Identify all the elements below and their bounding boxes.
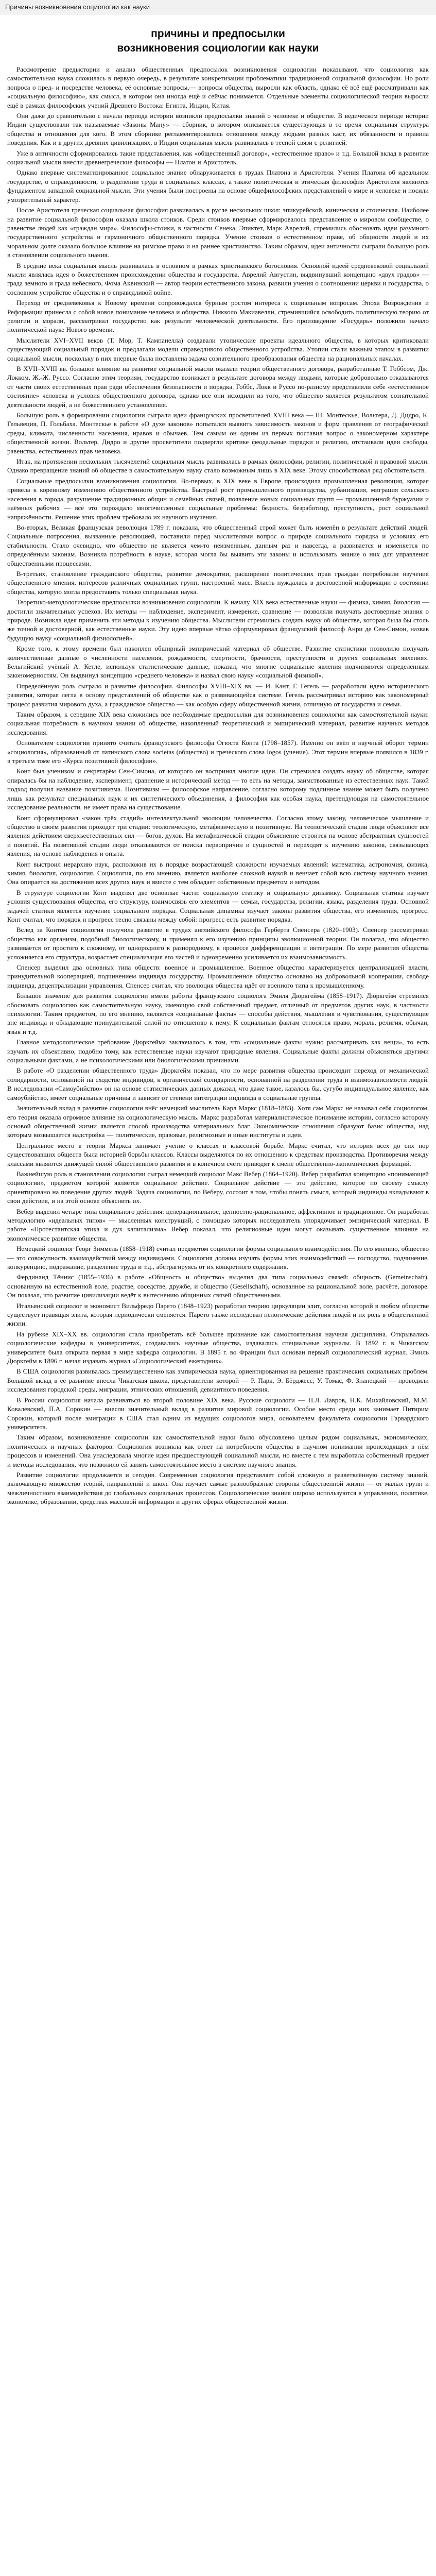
paragraph: Конт выстроил иерархию наук, расположив их в порядке возрастающей сложности изучаемых явлений: математика, астрономия, физика, химия, биология, социология. Социология, по его мнению, является наиболее сложной наукой и венчает собой всю систему научного знания. Она опирается на достижения всех других наук и вместе с тем обладает собственным предметом и методом. <box>7 860 429 886</box>
paragraph: В-третьих, становление гражданского общества, развитие демократии, расширение политических прав граждан потребовали изучения общественного мнения, интересов различных социальных групп, настроений масс. Власть нуждалась в достоверной информации о состоянии общества, которую могла предоставить только специальная наука. <box>7 569 429 596</box>
paragraph: В XVII–XVIII вв. большое влияние на развитие социальной мысли оказали теории общественного договора, разработанные Т. Гоббсом, Дж. Локком, Ж.-Ж. Руссо. Согласно этим теориям, государство возникает в результате договора между людьми, которые добровольно отказываются от части своих естественных прав ради обеспечения безопасности и порядка. Гоббс, Локк и Руссо по-разному представляли себе «естественное состояние» человека и условия общественного договора, однако все они исходили из того, что общество является результатом сознательной деятельности людей, а не божественного установления. <box>7 365 429 409</box>
paragraph: На рубеже XIX–XX вв. социология стала приобретать всё большее признание как самостоятельная научная дисциплина. Открывались социологические кафедры в университетах, создавались научные общества, издавались специальные журналы. В 1892 г. в Чикагском университете была открыта первая в мире кафедра социологии. В 1895 г. во Франции был основан первый социологический журнал. Эмиль Дюркгейм в 1896 г. начал издавать журнал «Социологический ежегодник». <box>7 1330 429 1365</box>
paragraph: Теоретико-методологические предпосылки возникновения социологии. К началу XIX века естественные науки — физика, химия, биология — достигли значительных успехов. Их методы — наблюдение, эксперимент, измерение, сравнение — позволяли получать достоверные знания о природе. Возникла идея применить эти методы к изучению общества. Мыслители стремились создать науку об обществе, которая была бы столь же точной и достоверной, как естественные науки. Эту идею впервые чётко сформулировал французский философ Анри де Сен-Симон, назвав будущую науку «социальной физиологией». <box>7 598 429 642</box>
tab-title[interactable]: Причины возникновения социологии как науки <box>5 3 150 11</box>
paragraph: Итак, на протяжении нескольких тысячелетий социальная мысль развивалась в рамках философии, религии, политической и правовой мысли. Однако превращение знаний об обществе в самостоятельную науку стало возможным лишь в XIX веке. Этому способствовал ряд обстоятельств. <box>7 457 429 474</box>
page-title <box>7 27 429 56</box>
paragraph: Рассмотрение предыстории и анализ общественных предпосылок возникновения социологии показывают, что социология как самостоятельная наука сложилась в первую очередь, в результате конкретизации проблематики традиционной социальной философии. Но роли вопроса о пред- и посредстве человека, её основные вопросы,— вопросы общества, выросли как область, однако её всё ещё рассматривали как «социальную философию», как смысл, в котором она иногда ещё и сейчас понимается. Отдельные элементы социологической теории выросли ещё в рамках философских учений Древнего Востока: Египта, Индии, Китая. <box>7 65 429 109</box>
paragraph: Немецкий социолог Георг Зиммель (1858–1918) считал предметом социологии формы социального взаимодействия. По его мнению, общество — это совокупность взаимодействий между индивидами. Социология должна изучать формы этих взаимодействий — господство, подчинение, конкуренцию, подражание, разделение труда и т.д., абстрагируясь от их конкретного содержания. <box>7 1245 429 1270</box>
article-body <box>7 65 429 1506</box>
paragraph: Развитие социологии продолжается и сегодня. Современная социология представляет собой сложную и разветвлённую систему знаний, включающую множество теорий, направлений и школ. Она изучает самые разнообразные стороны общественной жизни — от малых групп и межличностного взаимодействия до глобальных социальных процессов. Социологические знания широко используются в управлении, политике, экономике, образовании, средствах массовой информации и других сферах общественной жизни. <box>7 1470 429 1506</box>
paragraph: Мыслители XVI–XVII веков (Т. Мор, Т. Кампанелла) создавали утопические проекты идеального общества, в которых критиковали существующий социальный порядок и предлагали модели справедливого общественного устройства. Утопии стали важным этапом в развитии социальной мысли, поскольку в них впервые была поставлена задача сознательного преобразования общества на рациональных началах. <box>7 336 429 362</box>
paragraph: Фердинанд Тённис (1855–1936) в работе «Общность и общество» выделил два типа социальных связей: общность (Gemeinschaft), основанную на естественной воле, родстве, соседстве, дружбе, и общество (Gesellschaft), основанное на рациональной воле, расчёте, договоре. Он показал, что развитие цивилизации ведёт к вытеснению общинных связей общественными. <box>7 1273 429 1299</box>
paragraph: Определённую роль сыграло и развитие философии. Философы XVIII–XIX вв. — И. Кант, Г. Гегель — разработали идею исторического развития, которая легла в основу представлений об обществе как о развивающейся системе. Гегель рассматривал историю как закономерный процесс развития мирового духа, а гражданское общество — как особую сферу общественной жизни, отличную от государства и семьи. <box>7 682 429 708</box>
paragraph: Вслед за Контом социология получила развитие в трудах английского философа Герберта Спенсера (1820–1903). Спенсер рассматривал общество как организм, подобный биологическому, и применял к его изучению принципы эволюционной теории. Он полагал, что общество развивается от простого к сложному, от однородного к разнородному, в процессе дифференциации и интеграции. По мере развития общества усложняется его структура, возрастает специализация его частей и одновременно усиливается их взаимозависимость. <box>7 926 429 961</box>
paragraph: В России социология начала развиваться во второй половине XIX века. Русские социологи — П.Л. Лавров, Н.К. Михайловский, М.М. Ковалевский, П.А. Сорокин — внесли значительный вклад в развитие мировой социологии. Особое место среди них занимает Питирим Сорокин, который после эмиграции в США стал одним из ведущих социологов мира, основателем факультета социологии Гарвардского университета. <box>7 1396 429 1431</box>
paragraph: Спенсер выделил два основных типа обществ: военное и промышленное. Военное общество характеризуется централизацией власти, принудительной кооперацией, подчинением индивида государству. Промышленное общество основано на добровольной кооперации, свободе индивида, децентрализации управления. Спенсер считал, что эволюция общества идёт от военного типа к промышленному. <box>7 963 429 989</box>
paragraph: Переход от средневековья к Новому времени сопровождался бурным ростом интереса к социальным вопросам. Эпоха Возрождения и Реформации принесла с собой новое понимание человека и общества. Никколо Макиавелли, стремившийся освободить политическую теорию от религии и морали, рассматривал государство как результат человеческой деятельности. Его произведение «Государь» положило начало политической науке Нового времени. <box>7 299 429 334</box>
browser-tab-bar <box>0 0 436 14</box>
paragraph: Однако впервые систематизированное социальное знание обнаруживается в трудах Платона и Аристотеля. Учения Платона об идеальном государстве, о справедливости, о разделении труда и социальных классах, а также политическая и этическая философия Аристотеля являются фундаментом западной социальной мысли. Эти учения были построены на основе общефилософских представлений о мире и человеке и носили умозрительный характер. <box>7 168 429 204</box>
paragraph: Во-вторых, Великая французская революция 1789 г. показала, что общественный строй может быть изменён в результате действий людей. Социальные потрясения, вызванные революцией, поставили перед мыслителями вопрос о природе социального порядка и условиях его стабильности. Стало очевидно, что общество не является чем-то неизменным, данным раз и навсегда, а развивается и изменяется по определённым законам. Возникла потребность в науке, которая могла бы выявить эти законы и использовать знание о них для управления общественными процессами. <box>7 523 429 567</box>
paragraph: Конт сформулировал «закон трёх стадий» интеллектуальной эволюции человечества. Согласно этому закону, человеческое мышление и общество в своём развитии проходят три стадии: теологическую, метафизическую и позитивную. На теологической стадии люди объясняют все явления действием сверхъестественных сил — богов, духов. На метафизической стадии объяснение строится на основе абстрактных сущностей и понятий. На позитивной стадии люди отказываются от поиска первопричин и сущностей и переходят к изучению законов, связывающих явления, на основе наблюдения и опыта. <box>7 814 429 858</box>
paragraph: Они даже до сравнительно с начала периода истории возникли предпосылки знаний о человеке и обществе. В ведическом периоде истории Индии существовали так называемые «Законы Ману» — сборник, в котором описывается существующая в то время социальная структура общества и отношения для кого. В этом сборнике регламентировались отношения между людьми разных каст, их обязанности и правила поведения. Как и в других древних цивилизациях, в Индии социальная мысль развивалась в тесной связи с религией. <box>7 112 429 147</box>
document-page <box>0 14 436 1518</box>
paragraph: В работе «О разделении общественного труда» Дюркгейм показал, что по мере развития общества происходит переход от механической солидарности, основанной на сходстве индивидов, к органической солидарности, основанной на разделении труда и взаимозависимости людей. В исследовании «Самоубийство» он на основе статистических данных доказал, что даже такое, казалось бы, сугубо индивидуальное явление, как самоубийство, имеет социальные причины и зависит от степени интеграции индивида в социальные группы. <box>7 1066 429 1101</box>
paragraph: Основателем социологии принято считать французского философа Огюста Конта (1798–1857). Именно он ввёл в научный оборот термин «социология», образованный от латинского слова societas (общество) и греческого слова logos (учение). Этот термин впервые появился в 1839 г. в третьем томе его «Курса позитивной философии». <box>7 739 429 765</box>
paragraph: Кроме того, к этому времени был накоплен обширный эмпирический материал об обществе. Развитие статистики позволило получать количественные данные о численности населения, рождаемости, смертности, брачности, преступности и других социальных явлениях. Бельгийский учёный А. Кетле, используя статистические данные, показал, что многие социальные явления подчиняются определённым закономерностям. Он выдвинул концепцию «среднего человека» и назвал свою науку «социальной физикой». <box>7 645 429 680</box>
paragraph: В средние века социальная мысль развивалась в основном в рамках христианского богословия. Основной идеей средневековой социальной мысли являлась идея о божественном происхождении общества и государства. Аврелий Августин, выдвинувший концепцию «двух градов» — града земного и града небесного, Фома Аквинский — автор теории естественного закона, развили учения о соотношении церкви и государства, о сословном устройстве общества и о справедливой войне. <box>7 261 429 296</box>
page-title-line-1: причины и предпосылки <box>151 28 285 40</box>
paragraph: Большую роль в формировании социологии сыграли идеи французских просветителей XVIII века — Ш. Монтескье, Вольтера, Д. Дидро, К. Гельвеция, П. Гольбаха. Монтескье в работе «О духе законов» попытался выявить зависимость законов и форм правления от географической среды, климата, численности населения, нравов и обычаев. Тем самым он одним из первых поставил вопрос о закономерном характере общественной жизни. Вольтер, Дидро и другие просветители подвергли критике феодальные порядки и религию, отстаивали идеи свободы, равенства, естественных прав человека. <box>7 411 429 455</box>
paragraph: Таким образом, к середине XIX века сложились все необходимые предпосылки для возникновения социологии как самостоятельной науки: социальная потребность в научном знании об обществе, накопленный теоретический и эмпирический материал, развитие научных методов исследования. <box>7 710 429 736</box>
paragraph: Итальянский социолог и экономист Вильфредо Парето (1848–1923) разработал теорию циркуляции элит, согласно которой в любом обществе существует правящая элита, которая периодически сменяется. Парето также исследовал нелогические действия людей и их роль в общественной жизни. <box>7 1301 429 1328</box>
paragraph: Большое значение для развития социологии имели работы французского социолога Эмиля Дюркгейма (1858–1917). Дюркгейм стремился обосновать социологию как самостоятельную науку, имеющую свой собственный предмет, отличный от предметов других наук, в частности психологии. Таким предметом, по его мнению, являются «социальные факты» — способы действия, мышления и чувствования, существующие вне индивида и обладающие принудительной силой по отношению к нему. К социальным фактам относятся право, мораль, религия, обычаи, язык и т.д. <box>7 992 429 1036</box>
paragraph: Центральное место в теории Маркса занимает учение о классах и классовой борьбе. Маркс считал, что история всех до сих пор существовавших обществ была историей борьбы классов. Классы выделяются по их отношению к средствам производства. Противоречия между классами являются движущей силой общественного развития и в конечном счёте приводят к смене общественно-экономических формаций. <box>7 1141 429 1167</box>
paragraph: Значительный вклад в развитие социологии внёс немецкий мыслитель Карл Маркс (1818–1883). Хотя сам Маркс не называл себя социологом, его теория оказала огромное влияние на социологическую мысль. Маркс разработал материалистическое понимание истории, согласно которому основой общественной жизни является способ производства материальных благ. Экономические отношения образуют базис общества, над которым возвышается надстройка — политические, правовые, религиозные и иные институты и идеи. <box>7 1104 429 1139</box>
paragraph: Конт был учеником и секретарём Сен-Симона, от которого он воспринял многие идеи. Он стремился создать науку об обществе, которая опиралась бы на наблюдение, эксперимент, сравнение и исторический метод — то есть на методы, заимствованные из естественных наук. Такой подход получил название позитивизма. Позитивизм — философское направление, согласно которому подлинное знание может быть получено лишь как результат специальных наук и их синтетического объединения, а философия как особая наука, претендующая на самостоятельное исследование реальности, не имеет права на существование. <box>7 767 429 811</box>
paragraph: Главное методологическое требование Дюркгейма заключалось в том, что «социальные факты нужно рассматривать как вещи», то есть изучать их объективно, подобно тому, как естественные науки изучают природные явления. Социальные факты должны объясняться другими социальными фактами, а не психологическими или биологическими причинами. <box>7 1038 429 1064</box>
paragraph: После Аристотеля греческая социальная философия развивалась в русле нескольких школ: эпикурейской, киническая и стоическая. Наиболее на развитие социальной философии оказала школа стоиков. Среди стоиков впервые сформировалось представление о мировом сообществе, о равенстве людей как «граждан мира». Философы-стоики, в частности Сенека, Эпиктет, Марк Аврелий, стремились обосновать идеи разумного государственного устройства и гармоничного общественного порядка. Учение стоиков о естественном праве, об общности людей и их моральном долге оказало большое влияние на римское право и на раннее христианство. Таким образом, идеи античности сыграли большую роль в становлении социального знания. <box>7 206 429 259</box>
paragraph: Социальные предпосылки возникновения социологии. Во-первых, в XIX веке в Европе происходила промышленная революция, которая привела к коренному изменению общественного устройства. Быстрый рост промышленного производства, урбанизация, миграция сельского населения в города, разрушение традиционных общин и семейных связей, появление новых социальных групп — промышленной буржуазии и наёмных рабочих — всё это порождало многочисленные социальные проблемы: бедность, безработицу, преступность, рост социальной напряжённости. Решение этих проблем требовало их научного изучения. <box>7 477 429 521</box>
paragraph: Вебер выделил четыре типа социального действия: целерациональное, ценностно-рациональное, аффективное и традиционное. Он разработал методологию «идеальных типов» — мысленных конструкций, с помощью которых исследователь упорядочивает эмпирический материал. В работе «Протестантская этика и дух капитализма» Вебер показал, что религиозные идеи могут оказывать существенное влияние на экономическое развитие общества. <box>7 1207 429 1242</box>
paragraph: Важнейшую роль в становлении социологии сыграл немецкий социолог Макс Вебер (1864–1920). Вебер разработал концепцию «понимающей социологии», предметом которой является социальное действие. Социальное действие — это действие, которое по своему смыслу ориентировано на поведение других людей. Задача социологии, по Веберу, состоит в том, чтобы понять смысл, который индивиды вкладывают в свои действия, и на этой основе объяснить их. <box>7 1170 429 1205</box>
paragraph: Таким образом, возникновение социологии как самостоятельной науки было обусловлено целым рядом социальных, экономических, политических и научных факторов. Социология возникла как ответ на потребности общества в научном понимании происходящих в нём процессов и изменений. Она унаследовала многие идеи предшествующей социальной мысли, но вместе с тем выработала собственный предмет и методы исследования, что позволило ей занять самостоятельное место в системе научного знания. <box>7 1433 429 1468</box>
paragraph: В структуре социологии Конт выделял две основные части: социальную статику и социальную динамику. Социальная статика изучает условия существования общества, его структуру, взаимосвязь его элементов — семьи, государства, религии, языка, разделения труда. Основной задачей статики является изучение социального порядка. Социальная динамика изучает законы развития общества, его изменения, прогресс. Конт считал, что порядок и прогресс тесно связаны между собой: прогресс есть развитие порядка. <box>7 888 429 923</box>
page-title-line-2: возникновения социологии как науки <box>117 42 319 54</box>
paragraph: В США социология развивалась преимущественно как эмпирическая наука, ориентированная на решение практических социальных проблем. Большой вклад в её развитие внесла Чикагская школа, представители которой — Р. Парк, Э. Бёрджесс, У. Томас, Ф. Знанецкий — проводили исследования городской среды, миграции, этнических отношений, девиантного поведения. <box>7 1367 429 1394</box>
paragraph: Уже в античности сформировались такие представления, как «общественный договор», «естественное право» и т.д. Большой вклад в развитие социальной мысли внесли древнегреческие философы — Платон и Аристотель. <box>7 149 429 166</box>
